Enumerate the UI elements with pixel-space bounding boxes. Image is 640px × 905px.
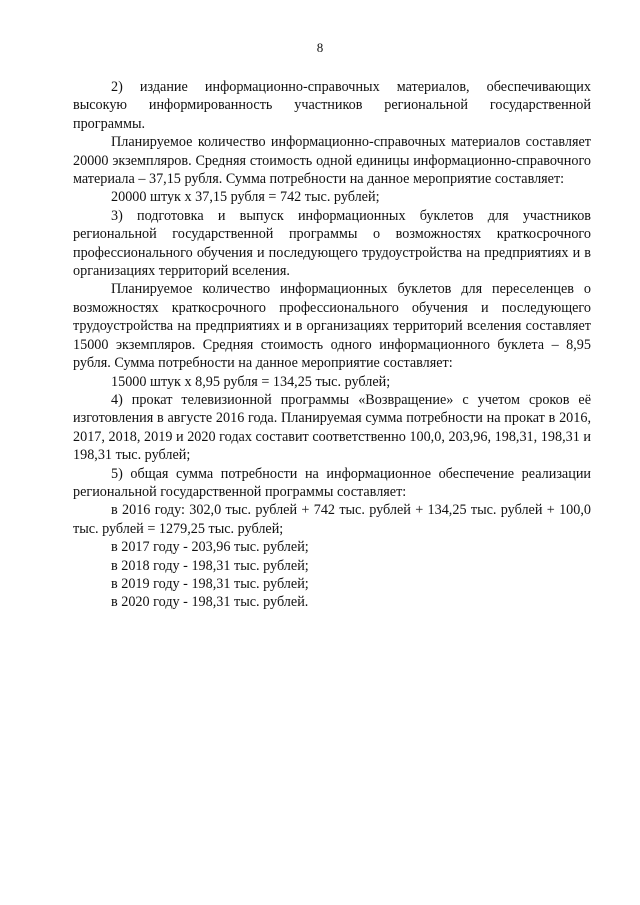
paragraph-total-2016: в 2016 году: 302,0 тыс. рублей + 742 тыс. рублей + 134,25 тыс. рублей + 100,0 тыс. рублей = 1279,25 тыс. рублей;: [73, 502, 591, 537]
paragraph-item-3-booklets: 3) подготовка и выпуск информационных буклетов для участников региональной государственной программы о возможностях краткосрочного профессионального обучения и последующего трудоустройства на предприятиях и в организациях территорий вселения.: [73, 207, 591, 280]
paragraph-materials-calculation: 20000 штук x 37,15 рубля = 742 тыс. рублей;: [111, 189, 380, 206]
document-body: [73, 78, 591, 612]
paragraph-total-2020: в 2020 году - 198,31 тыс. рублей.: [111, 594, 309, 611]
paragraph-total-2017: в 2017 году - 203,96 тыс. рублей;: [111, 539, 309, 556]
paragraph-item-2-publication: 2) издание информационно-справочных материалов, обеспечивающих высокую информированность участников региональной государственной программы.: [73, 79, 591, 132]
paragraph-booklets-quantity: Планируемое количество информационных буклетов для переселенцев о возможностях краткосрочного профессионального обучения и последующего трудоустройства на предприятиях и в организациях территорий вселения составляет 15000 экземпляров. Средняя стоимость одного информационного буклета – 8,95 рубля. Сумма потребности на данное мероприятие составляет:: [73, 281, 591, 372]
page-number: 8: [316, 40, 324, 55]
paragraph-materials-quantity: Планируемое количество информационно-справочных материалов составляет 20000 экземпляров. Средняя стоимость одной единицы информационно-справочного материала – 37,15 рубля. Сумма потребности на данное мероприятие составляет:: [73, 134, 591, 188]
paragraph-total-2018: в 2018 году - 198,31 тыс. рублей;: [111, 557, 309, 574]
paragraph-total-2019: в 2019 году - 198,31 тыс. рублей;: [111, 575, 309, 592]
paragraph-item-4-tv-program: 4) прокат телевизионной программы «Возвращение» с учетом сроков её изготовления в августе 2016 года. Планируемая сумма потребности на прокат в 2016, 2017, 2018, 2019 и 2020 годах составит соответственно 100,0, 203,96, 198,31, 198,31 и 198,31 тыс. рублей;: [73, 391, 591, 464]
paragraph-booklets-calculation: 15000 штук x 8,95 рубля = 134,25 тыс. рублей;: [111, 373, 391, 390]
paragraph-item-5-total: 5) общая сумма потребности на информационное обеспечение реализации региональной государственной программы составляет:: [73, 465, 591, 500]
